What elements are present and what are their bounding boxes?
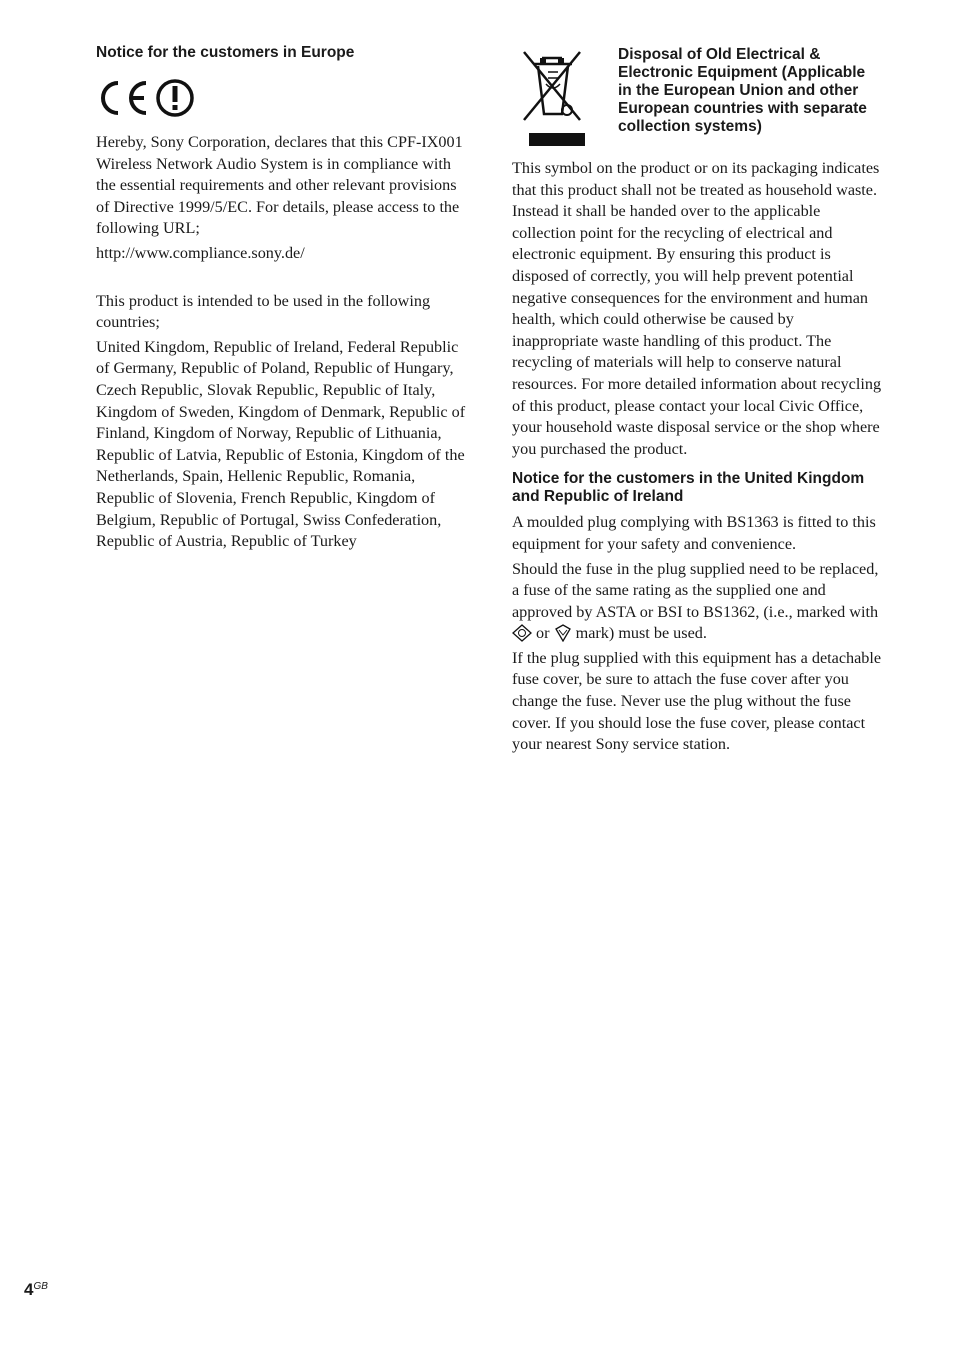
declaration-paragraph: Hereby, Sony Corporation, declares that this CPF-IX001 Wireless Network Audio System is in compliance with the essential requirements and other relevant provisions of Directive 1999/5/EC. For details, please access to the following URL; [96,133,463,238]
europe-notice-section [96,44,468,553]
fuse-paragraph [512,559,882,645]
page-number [24,1280,48,1300]
weee-symbol [512,44,602,156]
compliance-url[interactable]: http://www.compliance.sony.de/ [96,243,305,262]
crossed-bin-icon [512,44,602,148]
fuse-text-or: or [536,624,550,643]
ce-marking [96,74,468,122]
disposal-heading: Disposal of Old Electrical & Electronic Equipment (Applicable in the European Union and other European countries with separate collection systems) [618,46,867,135]
page-number-value: 4 [24,1280,34,1299]
weee-block [512,44,882,156]
europe-notice-heading: Notice for the customers in Europe [96,44,355,61]
bsi-kitemark-icon [554,624,572,642]
fuse-text-part2: mark) must be used. [575,624,707,643]
uk-notice-heading: Notice for the customers in the United Kingdom and Republic of Ireland [512,470,865,506]
disposal-paragraph: This symbol on the product or on its packaging indicates that this product shall not be treated as household waste. Instead it shall be handed over to the applicable collection point for the recycling of electrical and electronic equipment. By ensuring this product is disposed of correctly, you will help prevent potential negative consequences for the environment and human health, which could otherwise be caused by inappropriate waste handling of this product. The recycling of materials will help to conserve natural resources. For more detailed information about recycling of this product, please contact your local Civic Office, your household waste disposal service or the shop where you purchased the product. [512,159,882,458]
alert-circle-icon [154,77,196,119]
intended-use-paragraph: This product is intended to be used in the following countries; [96,291,431,332]
fuse-cover-paragraph: If the plug supplied with this equipment has a detachable fuse cover, be sure to attach the fuse cover after you change the fuse. Never use the plug without the fuse cover. If you should lose the fuse cover, please contact your nearest Sony service station. [512,648,882,754]
ce-mark-icon [96,78,150,118]
fuse-text-part1: Should the fuse in the plug supplied need to be replaced, a fuse of the same rating as the supplied one and approved by ASTA or BSI to BS1362, (i.e., marked with [512,559,879,621]
disposal-section [512,44,882,756]
countries-list: United Kingdom, Republic of Ireland, Federal Republic of Germany, Republic of Poland, Republic of Hungary, Czech Republic, Slovak Republic, Republic of Italy, Kingdom of Sweden, Kingdom of Denmark, Republic of Finland, Kingdom of Norway, Republic of Lithuania, Republic of Latvia, Republic of Estonia, Kingdom of the Netherlands, Spain, Hellenic Republic, Romania, Republic of Slovenia, French Republic, Kingdom of Belgium, Republic of Portugal, Swiss Confederation, Republic of Austria, Republic of Turkey [96,337,466,551]
asta-mark-icon [512,624,532,642]
plug-paragraph: A moulded plug complying with BS1363 is fitted to this equipment for your safety and convenience. [512,513,876,553]
page-number-suffix: GB [33,1281,48,1292]
